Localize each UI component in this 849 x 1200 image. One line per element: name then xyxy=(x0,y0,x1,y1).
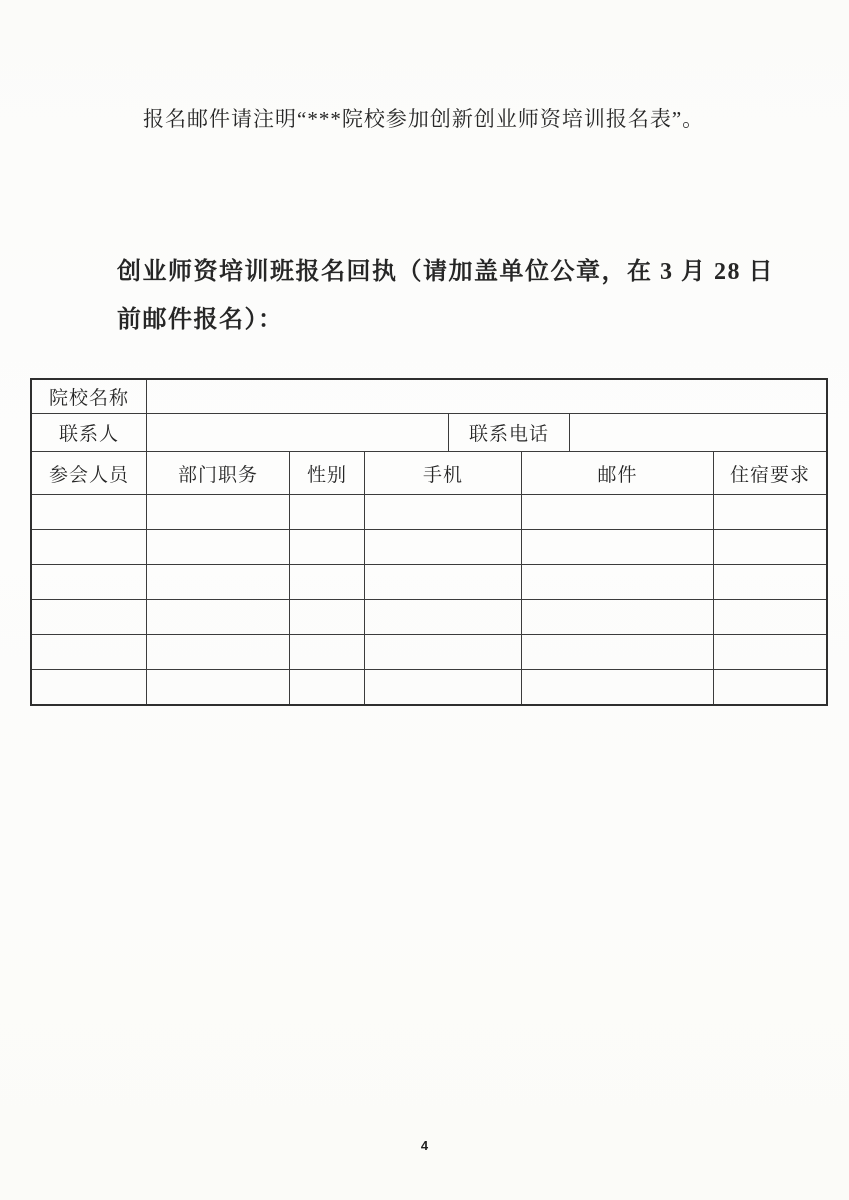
empty-cell xyxy=(147,495,290,529)
empty-cell xyxy=(32,495,147,529)
empty-cell xyxy=(147,565,290,599)
page-number: 4 xyxy=(420,1138,429,1153)
empty-cell xyxy=(522,670,714,704)
heading-line-2: 前邮件报名）： xyxy=(117,307,284,333)
column-header-department-title: 部门职务 xyxy=(147,452,290,494)
column-header-attendee: 参会人员 xyxy=(32,452,147,494)
contact-input-cell xyxy=(147,414,449,451)
empty-cell xyxy=(714,600,826,634)
empty-cell xyxy=(522,600,714,634)
empty-cell xyxy=(32,600,147,634)
empty-cell xyxy=(32,670,147,704)
empty-cell xyxy=(365,670,522,704)
column-header-gender: 性别 xyxy=(290,452,365,494)
empty-cell xyxy=(365,600,522,634)
column-header-email: 邮件 xyxy=(522,452,714,494)
empty-cell xyxy=(32,635,147,669)
empty-cell xyxy=(290,635,365,669)
empty-cell xyxy=(522,530,714,564)
empty-cell xyxy=(522,635,714,669)
empty-cell xyxy=(714,670,826,704)
school-name-input-cell xyxy=(147,380,826,413)
empty-cell xyxy=(147,600,290,634)
empty-cell xyxy=(32,530,147,564)
empty-cell xyxy=(522,565,714,599)
empty-cell xyxy=(147,670,290,704)
contact-label: 联系人 xyxy=(32,414,147,451)
table-header-row xyxy=(32,452,826,495)
empty-cell xyxy=(290,565,365,599)
empty-cell xyxy=(522,495,714,529)
empty-row xyxy=(32,495,826,530)
empty-cell xyxy=(290,600,365,634)
empty-cell xyxy=(714,635,826,669)
empty-cell xyxy=(147,530,290,564)
column-header-lodging: 住宿要求 xyxy=(729,464,810,486)
empty-cell xyxy=(365,565,522,599)
empty-row xyxy=(32,670,826,704)
school-name-label: 院校名称 xyxy=(32,380,147,413)
empty-cell xyxy=(714,530,826,564)
empty-cell xyxy=(290,530,365,564)
empty-cell xyxy=(714,565,826,599)
empty-cell xyxy=(147,635,290,669)
empty-row xyxy=(32,565,826,600)
empty-cell xyxy=(714,495,826,529)
email-note-line: 报名邮件请注明“***院校参加创新创业师资培训报名表”。 xyxy=(143,107,705,131)
contact-phone-label: 联系电话 xyxy=(449,414,570,451)
empty-cell xyxy=(365,495,522,529)
registration-form-table xyxy=(30,378,828,706)
school-name-row xyxy=(32,380,826,414)
contact-phone-input-cell xyxy=(570,414,826,451)
empty-row xyxy=(32,530,826,565)
empty-cell xyxy=(365,530,522,564)
contact-row xyxy=(32,414,826,452)
empty-cell xyxy=(290,670,365,704)
table-empty-rows xyxy=(32,495,826,704)
column-header-mobile: 手机 xyxy=(365,452,522,494)
empty-cell xyxy=(365,635,522,669)
empty-row xyxy=(32,635,826,670)
empty-cell xyxy=(32,565,147,599)
heading-line-1: 创业师资培训班报名回执（请加盖单位公章，在 3 月 28 日 xyxy=(117,259,774,285)
section-heading xyxy=(117,248,774,344)
empty-cell xyxy=(290,495,365,529)
empty-row xyxy=(32,600,826,635)
